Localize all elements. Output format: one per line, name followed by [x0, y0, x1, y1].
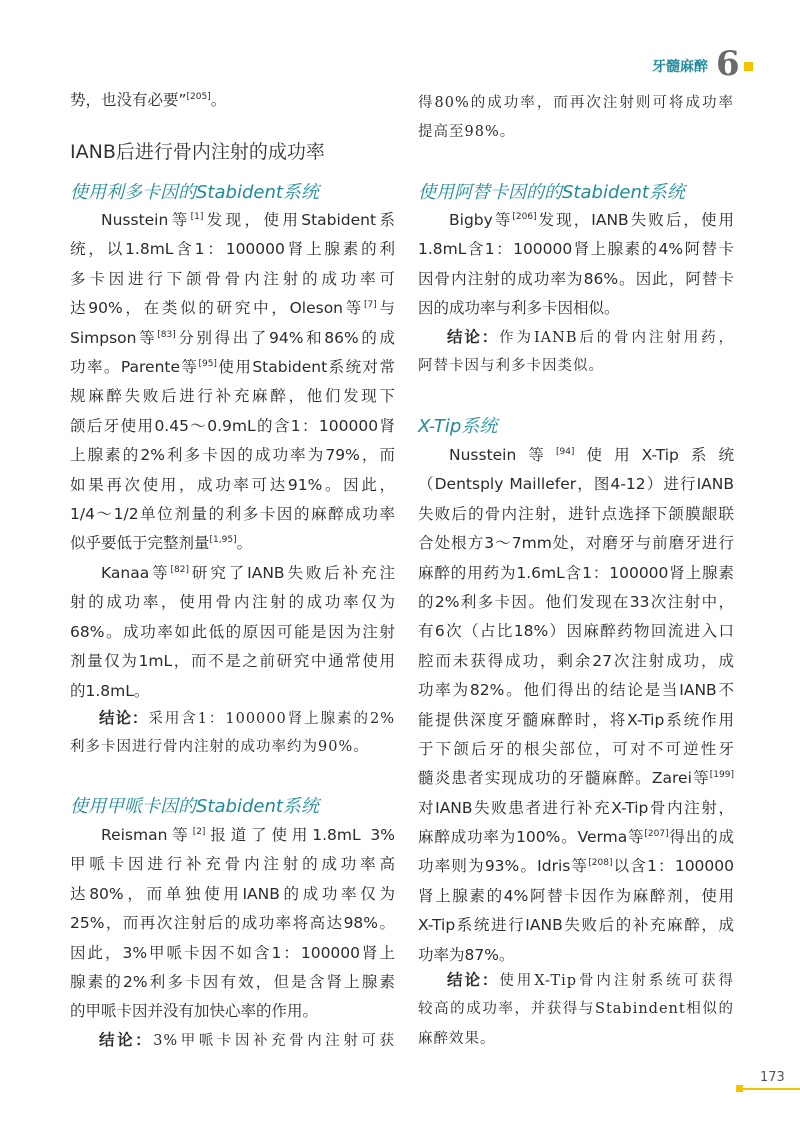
text-run: 报道了使用1.8mL 3% — [205, 826, 396, 844]
text-run: 因此，3%甲哌卡因不如含1：100000肾上 — [70, 943, 395, 962]
text-run: 利多卡因进行骨内注射的成功率约为90%。 — [70, 739, 369, 756]
citation-reference: [206] — [512, 212, 537, 222]
text-line — [418, 706, 734, 735]
text-line — [418, 206, 734, 235]
text-line — [70, 939, 395, 968]
conclusion-paragraph — [70, 704, 395, 763]
text-run: 如果再次使用，成功率可达91%。因此， — [70, 475, 395, 494]
text-run: 以含1：100000 — [612, 857, 734, 876]
text-line — [70, 618, 395, 647]
text-run: 有6次（占比18%）因麻醉药物回流进入口 — [418, 622, 734, 641]
text-run: 上腺素的2%利多卡因的成功率为79%，而 — [70, 446, 395, 465]
text-line — [418, 966, 734, 995]
text-run: 麻醉的用药为1.6mL含1：100000肾上腺素 — [418, 563, 734, 582]
text-run: 因骨内注射的成功率为86%。因此，阿替卡 — [418, 269, 734, 288]
text-run: 较高的成功率，并获得与Stabindent相似的 — [418, 1001, 734, 1018]
text-run: 统，以1.8mL含1：100000肾上腺素的利 — [70, 240, 395, 259]
text-run: 势，也没有必要” — [70, 91, 187, 109]
text-run: 使用X-Tip系统 — [574, 446, 734, 464]
body-paragraph — [418, 441, 734, 970]
text-line — [70, 353, 395, 382]
subsection-heading: X-Tip系统 — [418, 416, 498, 437]
citation-reference: [208] — [588, 858, 613, 869]
text-run: 的甲哌卡因并没有加快心率的作用。 — [70, 1002, 319, 1021]
citation-reference: [199] — [709, 770, 734, 781]
text-run: 采用含1：100000肾上腺素的2% — [148, 711, 395, 727]
conclusion-label: 结论： — [99, 709, 149, 727]
text-run: 甲哌卡因进行补充骨内注射的成功率高 — [70, 855, 395, 874]
text-line — [70, 647, 395, 676]
subsection-heading: 使用阿替卡因的的Stabident系统 — [418, 182, 685, 203]
text-run: 功率则为93%。Idris等 — [418, 857, 589, 876]
text-run: 剂量仅为1mL，而不是之前研究中通常使用 — [70, 652, 395, 671]
conclusion-label: 结论： — [447, 971, 500, 989]
text-line — [418, 764, 734, 793]
text-line — [70, 880, 395, 909]
text-line — [418, 995, 734, 1024]
text-run: 颌后牙使用0.45～0.9mL的含1：100000肾 — [70, 416, 395, 435]
text-run: 功率为82%。他们得出的结论是当IANB不 — [418, 681, 734, 700]
page-number: 173 — [760, 1070, 785, 1085]
text-line — [418, 500, 734, 529]
text-line — [70, 559, 395, 588]
text-run: 与 — [376, 299, 395, 318]
text-run: 发现，IANB失败后，使用 — [536, 211, 734, 229]
text-line — [418, 265, 734, 294]
text-run: 的1.8mL。 — [70, 681, 150, 700]
text-line — [418, 235, 734, 264]
text-run: 研究了IANB失败后补充注 — [189, 564, 395, 582]
citation-reference: [205] — [186, 92, 211, 102]
text-line — [418, 735, 734, 764]
text-run: 提高至98%。 — [418, 124, 516, 141]
body-paragraph — [418, 206, 734, 324]
text-line — [70, 500, 395, 529]
text-line — [418, 559, 734, 588]
text-line — [418, 118, 734, 147]
subsection-heading: 使用利多卡因的Stabident系统 — [70, 182, 319, 203]
citation-reference: [2] — [192, 827, 206, 837]
text-run: Bigby等 — [449, 211, 513, 229]
text-line — [418, 794, 734, 823]
text-run: 射的成功率，使用骨内注射的成功率仅为 — [70, 593, 395, 612]
text-run: X-Tip系统进行IANB失败后的补充麻醉，成 — [418, 916, 734, 935]
conclusion-label: 结论： — [447, 328, 500, 346]
text-line — [70, 909, 395, 938]
text-run: 麻醉成功率为100%。Verma等 — [418, 828, 645, 847]
text-run: 发现，使用Stabident系 — [203, 211, 395, 229]
text-line — [70, 441, 395, 470]
citation-reference: [83] — [157, 329, 176, 340]
text-run: 3%甲哌卡因补充骨内注射可获 — [153, 1033, 395, 1049]
text-line — [70, 1026, 395, 1055]
text-run: 功率为87%。 — [418, 945, 515, 964]
text-line — [418, 1025, 734, 1054]
text-line — [70, 206, 395, 235]
text-line — [70, 324, 395, 353]
citation-reference: [7] — [363, 300, 377, 311]
chapter-marker-icon — [744, 62, 753, 71]
text-line — [418, 89, 734, 118]
text-line — [418, 352, 734, 381]
text-line — [70, 412, 395, 441]
text-line — [70, 529, 395, 558]
text-line — [70, 588, 395, 617]
text-line — [418, 617, 734, 646]
text-run: 对IANB失败患者进行补充X-Tip骨内注射， — [418, 798, 734, 817]
section-heading: IANB后进行骨内注射的成功率 — [70, 141, 325, 163]
text-run: 。 — [210, 91, 227, 109]
citation-reference: [95] — [198, 358, 217, 369]
chapter-title: 牙髓麻醉 — [652, 59, 708, 75]
text-run: 因的成功率与利多卡因相似。 — [418, 299, 620, 318]
conclusion-label: 结论： — [99, 1031, 154, 1049]
text-line — [418, 441, 734, 470]
text-run: 麻醉效果。 — [418, 1030, 496, 1047]
text-run: 功率。Parente等 — [70, 357, 199, 376]
text-run: （Dentsply Maillefer，图4-12）进行IANB — [418, 475, 734, 494]
text-run: 得80%的成功率，而再次注射则可将成功率 — [418, 95, 734, 111]
text-line — [70, 997, 395, 1026]
text-line — [418, 470, 734, 499]
text-line — [70, 733, 395, 762]
body-paragraph — [70, 559, 395, 706]
chapter-number: 6 — [716, 44, 740, 84]
subsection-heading: 使用甲哌卡因的Stabident系统 — [70, 796, 319, 817]
text-line — [70, 382, 395, 411]
citation-reference: [1,95] — [209, 535, 237, 546]
text-run: 能提供深度牙髓麻醉时，将X-Tip系统作用 — [418, 710, 734, 729]
text-run: 合处根方3～7mm处，对磨牙与前磨牙进行 — [418, 534, 734, 553]
citation-reference: [1] — [190, 212, 204, 222]
text-run: 腔而未获得成功，剩余27次注射成功，成 — [418, 651, 734, 670]
text-run: Reisman等 — [101, 826, 193, 844]
text-run: 多卡因进行下颌骨骨内注射的成功率可 — [70, 269, 395, 288]
text-run: 腺素的2%利多卡因有效，但是含肾上腺素 — [70, 972, 395, 991]
text-run: 于下颌后牙的根尖部位，可对不可逆性牙 — [418, 739, 734, 758]
text-line — [418, 647, 734, 676]
body-paragraph — [70, 821, 395, 1027]
text-line — [70, 968, 395, 997]
text-run: Nusstein等 — [449, 446, 556, 464]
text-run: 肾上腺素的4%阿替卡因作为麻醉剂，使用 — [418, 886, 734, 905]
text-run: 规麻醉失败后进行补充麻醉，他们发现下 — [70, 387, 395, 406]
text-line — [70, 235, 395, 264]
text-line — [70, 850, 395, 879]
text-run: 1.8mL含1：100000肾上腺素的4%阿替卡 — [418, 240, 734, 259]
text-line — [70, 471, 395, 500]
text-line — [418, 588, 734, 617]
text-run: Simpson等 — [70, 328, 158, 347]
text-line — [418, 529, 734, 558]
page-number-rule — [740, 1088, 800, 1090]
text-run: 的2%利多卡因。他们发现在33次注射中， — [418, 592, 734, 611]
text-run: 1/4～1/2单位剂量的利多卡因的麻醉成功率 — [70, 504, 395, 523]
text-run: 68%。成功率如此低的原因可能是因为注射 — [70, 622, 395, 641]
text-line — [418, 911, 734, 940]
conclusion-paragraph — [418, 323, 734, 382]
text-run: 髓炎患者实现成功的牙髓麻醉。Zarei等 — [418, 769, 710, 788]
text-line — [418, 882, 734, 911]
text-line — [418, 676, 734, 705]
text-line — [418, 852, 734, 881]
text-line — [70, 86, 395, 115]
text-run: 似乎要低于完整剂量 — [70, 534, 210, 553]
text-line — [418, 323, 734, 352]
text-run: 得出的成 — [668, 828, 734, 847]
page-number-marker-icon — [736, 1085, 743, 1092]
text-run: 达90%，在类似的研究中，Oleson等 — [70, 299, 364, 318]
text-run: 达80%，而单独使用IANB的成功率仅为 — [70, 884, 395, 903]
text-run: Nusstein等 — [101, 211, 191, 229]
text-run: 作为IANB后的骨内注射用药， — [499, 330, 734, 346]
text-line — [418, 294, 734, 323]
text-line — [70, 265, 395, 294]
text-line — [70, 294, 395, 323]
conclusion-paragraph — [418, 89, 734, 148]
citation-reference: [82] — [170, 565, 190, 575]
text-line — [70, 677, 395, 706]
text-line — [70, 821, 395, 850]
citation-reference: [94] — [555, 447, 575, 457]
text-run: 阿替卡因与利多卡因类似。 — [418, 358, 604, 375]
text-line — [418, 823, 734, 852]
body-paragraph — [70, 206, 395, 559]
body-paragraph — [70, 86, 395, 115]
text-run: 使用Stabident系统对常 — [216, 357, 395, 376]
text-run: 失败后的骨内注射，进针点选择下颌膜龈联 — [418, 504, 734, 523]
text-run: 使用X-Tip骨内注射系统可获得 — [499, 973, 734, 989]
conclusion-paragraph — [70, 1026, 395, 1055]
conclusion-paragraph — [418, 966, 734, 1054]
citation-reference: [207] — [644, 829, 669, 840]
text-run: 。 — [236, 534, 253, 553]
text-run: Kanaa等 — [101, 564, 171, 582]
text-run: 25%，而再次注射后的成功率将高达98%。 — [70, 914, 395, 933]
text-line — [70, 704, 395, 733]
text-run: 分别得出了94%和86%的成 — [175, 328, 396, 347]
